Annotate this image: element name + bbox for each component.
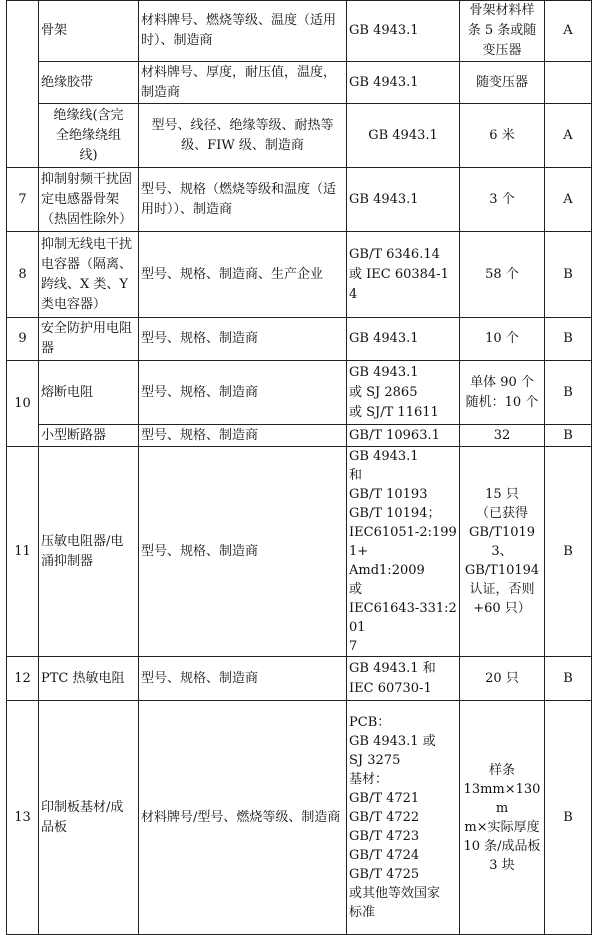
component-params: 型号、规格、制造商、生产企业 <box>139 232 347 318</box>
table-row <box>7 361 592 425</box>
sample-quantity: 样条 13mm×130m m×实际厚度 10 条/成品板 3 块 <box>460 701 545 935</box>
component-name: 压敏电阻器/电 涌抑制器 <box>39 447 139 657</box>
table-row <box>7 232 592 318</box>
component-params: 材料牌号、燃烧等级、温度（适用时）、制造商 <box>139 1 347 62</box>
component-name: 印制板基材/成 品板 <box>39 701 139 935</box>
row-number: 7 <box>7 168 39 232</box>
sample-quantity: 10 个 <box>460 318 545 361</box>
no-cell <box>7 1 39 168</box>
component-standard: GB 4943.1 和 GB/T 10193 GB/T 10194； IEC61051-2:1991+ Amd1:2009 或 IEC61643-331:201 7 <box>347 447 460 657</box>
component-params: 型号、规格、制造商 <box>139 361 347 425</box>
sample-quantity: 随变压器 <box>460 62 545 104</box>
table-row <box>7 168 592 232</box>
component-name: 绝缘线(含完 全绝缘绕组 线) <box>39 104 139 168</box>
component-name: 熔断电阻 <box>39 361 139 425</box>
level-cell: B <box>545 232 592 318</box>
sample-quantity: 6 米 <box>460 104 545 168</box>
table-row <box>7 104 592 168</box>
sample-quantity: 32 <box>460 425 545 447</box>
row-number: 9 <box>7 318 39 361</box>
row-number: 11 <box>7 447 39 657</box>
row-number: 8 <box>7 232 39 318</box>
level-cell: A <box>545 1 592 62</box>
table-row <box>7 318 592 361</box>
component-params: 型号、线径、绝缘等级、耐热等 级、FIW 级、制造商 <box>139 104 347 168</box>
component-params: 材料牌号/型号、燃烧等级、制造商 <box>139 701 347 935</box>
table-row <box>7 701 592 935</box>
table-row <box>7 657 592 701</box>
level-cell: B <box>545 361 592 425</box>
component-name: PTC 热敏电阻 <box>39 657 139 701</box>
level-cell: B <box>545 447 592 657</box>
component-standard: GB 4943.1 和 IEC 60730-1 <box>347 657 460 701</box>
component-standard: GB/T 10963.1 <box>347 425 460 447</box>
component-standard: GB 4943.1 <box>347 168 460 232</box>
sample-quantity: 单体 90 个 随机：10 个 <box>460 361 545 425</box>
component-params: 型号、规格、制造商 <box>139 318 347 361</box>
level-cell: B <box>545 657 592 701</box>
component-name: 抑制射频干扰固 定电感器骨架 （热固性除外） <box>39 168 139 232</box>
component-standard: GB 4943.1 或 SJ 2865 或 SJ/T 11611 <box>347 361 460 425</box>
sample-quantity: 3 个 <box>460 168 545 232</box>
component-params: 型号、规格、制造商 <box>139 447 347 657</box>
component-standard: GB/T 6346.14 或 IEC 60384-14 <box>347 232 460 318</box>
component-table <box>6 0 592 935</box>
sample-quantity: 骨架材料样 条 5 条或随 变压器 <box>460 1 545 62</box>
component-name: 安全防护用电阻 器 <box>39 318 139 361</box>
row-number: 10 <box>7 361 39 447</box>
table-row <box>7 62 592 104</box>
component-params: 型号、规格、制造商 <box>139 425 347 447</box>
component-params: 型号、规格、制造商 <box>139 657 347 701</box>
level-cell: B <box>545 318 592 361</box>
level-cell <box>545 62 592 104</box>
sample-quantity: 20 只 <box>460 657 545 701</box>
component-params: 材料牌号、厚度，耐压值，温度， 制造商 <box>139 62 347 104</box>
component-standard: GB 4943.1 <box>347 104 460 168</box>
component-name: 抑制无线电干扰 电容器（隔离、 跨线、X 类、Y 类电容器） <box>39 232 139 318</box>
sample-quantity: 15 只 （已获得 GB/T10193、 GB/T10194 认证，否则 +60 只） <box>460 447 545 657</box>
table-row <box>7 1 592 62</box>
level-cell: A <box>545 104 592 168</box>
table-row <box>7 447 592 657</box>
component-name: 小型断路器 <box>39 425 139 447</box>
level-cell: B <box>545 425 592 447</box>
component-standard: GB 4943.1 <box>347 318 460 361</box>
component-standard: GB 4943.1 <box>347 62 460 104</box>
component-name: 绝缘胶带 <box>39 62 139 104</box>
component-name: 骨架 <box>39 1 139 62</box>
row-number: 13 <box>7 701 39 935</box>
sample-quantity: 58 个 <box>460 232 545 318</box>
row-number: 12 <box>7 657 39 701</box>
component-params: 型号、规格（燃烧等级和温度（适 用时））、制造商 <box>139 168 347 232</box>
component-standard: PCB： GB 4943.1 或 SJ 3275 基材： GB/T 4721 GB/T 4722 GB/T 4723 GB/T 4724 GB/T 4725 或其他等效国家 标准 <box>347 701 460 935</box>
component-standard: GB 4943.1 <box>347 1 460 62</box>
level-cell: B <box>545 701 592 935</box>
level-cell: A <box>545 168 592 232</box>
table-row <box>7 425 592 447</box>
